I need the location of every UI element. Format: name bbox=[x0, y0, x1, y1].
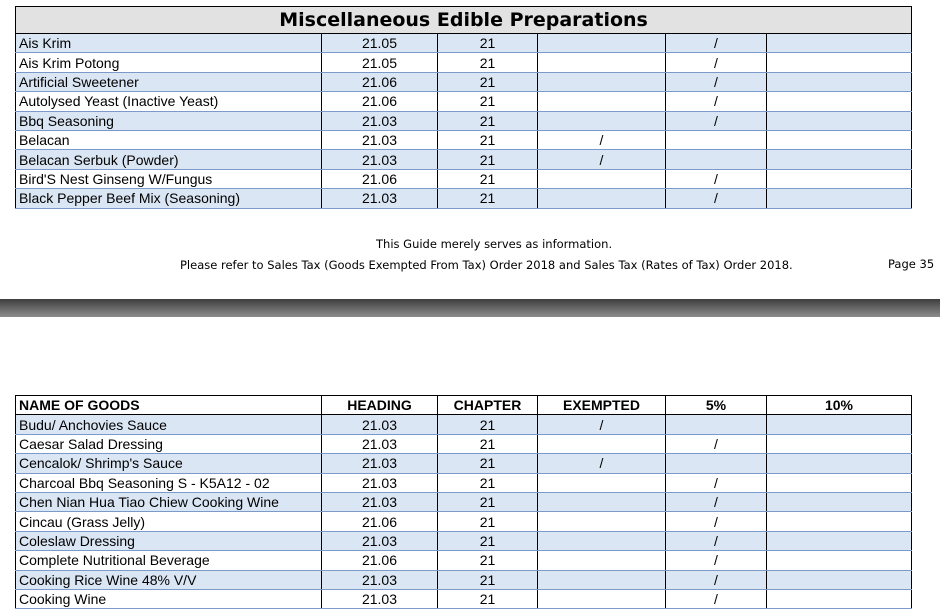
cell-chapter: 21 bbox=[438, 130, 538, 149]
table-row bbox=[16, 169, 912, 188]
cell-10-percent bbox=[767, 34, 912, 53]
cell-5-percent: / bbox=[666, 570, 767, 589]
goods-table-page-35 bbox=[15, 6, 912, 209]
cell-5-percent: / bbox=[666, 53, 767, 72]
table-row bbox=[16, 512, 912, 531]
cell-heading: 21.03 bbox=[322, 111, 438, 130]
cell-exempted: / bbox=[538, 415, 666, 434]
cell-5-percent: / bbox=[666, 169, 767, 188]
table-row bbox=[16, 570, 912, 589]
cell-heading: 21.03 bbox=[322, 434, 438, 453]
column-header-10-percent: 10% bbox=[767, 396, 912, 415]
cell-10-percent bbox=[767, 111, 912, 130]
column-header-chapter: CHAPTER bbox=[438, 396, 538, 415]
cell-name-of-goods: Belacan bbox=[16, 130, 322, 149]
cell-5-percent: / bbox=[666, 589, 767, 608]
cell-5-percent bbox=[666, 454, 767, 473]
cell-chapter: 21 bbox=[438, 512, 538, 531]
cell-exempted bbox=[538, 53, 666, 72]
footer-disclaimer: This Guide merely serves as information. bbox=[376, 237, 613, 251]
cell-name-of-goods: Black Pepper Beef Mix (Seasoning) bbox=[16, 189, 322, 208]
cell-chapter: 21 bbox=[438, 189, 538, 208]
cell-5-percent: / bbox=[666, 189, 767, 208]
cell-10-percent bbox=[767, 434, 912, 453]
cell-name-of-goods: Chen Nian Hua Tiao Chiew Cooking Wine bbox=[16, 492, 322, 511]
cell-name-of-goods: Coleslaw Dressing bbox=[16, 531, 322, 550]
cell-exempted bbox=[538, 473, 666, 492]
cell-heading: 21.06 bbox=[322, 72, 438, 91]
cell-chapter: 21 bbox=[438, 492, 538, 511]
cell-chapter: 21 bbox=[438, 34, 538, 53]
cell-name-of-goods: Cooking Rice Wine 48% V/V bbox=[16, 570, 322, 589]
cell-heading: 21.03 bbox=[322, 589, 438, 608]
cell-5-percent bbox=[666, 130, 767, 149]
section-title-row bbox=[16, 7, 912, 34]
cell-chapter: 21 bbox=[438, 473, 538, 492]
cell-exempted bbox=[538, 531, 666, 550]
cell-name-of-goods: Cincau (Grass Jelly) bbox=[16, 512, 322, 531]
cell-name-of-goods: Cooking Wine bbox=[16, 589, 322, 608]
cell-exempted: / bbox=[538, 130, 666, 149]
cell-10-percent bbox=[767, 189, 912, 208]
cell-heading: 21.05 bbox=[322, 34, 438, 53]
page-number: Page 35 bbox=[888, 257, 935, 271]
cell-heading: 21.06 bbox=[322, 169, 438, 188]
cell-name-of-goods: Ais Krim bbox=[16, 34, 322, 53]
cell-heading: 21.03 bbox=[322, 454, 438, 473]
cell-5-percent bbox=[666, 415, 767, 434]
cell-heading: 21.03 bbox=[322, 150, 438, 169]
cell-heading: 21.03 bbox=[322, 189, 438, 208]
cell-heading: 21.03 bbox=[322, 492, 438, 511]
cell-heading: 21.03 bbox=[322, 570, 438, 589]
cell-chapter: 21 bbox=[438, 53, 538, 72]
cell-exempted bbox=[538, 189, 666, 208]
cell-chapter: 21 bbox=[438, 150, 538, 169]
cell-5-percent: / bbox=[666, 531, 767, 550]
table-row bbox=[16, 454, 912, 473]
cell-name-of-goods: Ais Krim Potong bbox=[16, 53, 322, 72]
cell-5-percent: / bbox=[666, 551, 767, 570]
table-row bbox=[16, 434, 912, 453]
cell-exempted: / bbox=[538, 150, 666, 169]
cell-name-of-goods: Bird'S Nest Ginseng W/Fungus bbox=[16, 169, 322, 188]
cell-heading: 21.05 bbox=[322, 53, 438, 72]
table-row bbox=[16, 531, 912, 550]
cell-name-of-goods: Belacan Serbuk (Powder) bbox=[16, 150, 322, 169]
cell-name-of-goods: Autolysed Yeast (Inactive Yeast) bbox=[16, 92, 322, 111]
column-header-exempted: EXEMPTED bbox=[538, 396, 666, 415]
cell-name-of-goods: Complete Nutritional Beverage bbox=[16, 551, 322, 570]
cell-10-percent bbox=[767, 531, 912, 550]
cell-chapter: 21 bbox=[438, 454, 538, 473]
cell-5-percent: / bbox=[666, 512, 767, 531]
cell-heading: 21.06 bbox=[322, 92, 438, 111]
footer-reference: Please refer to Sales Tax (Goods Exempted From Tax) Order 2018 and Sales Tax (Rates of Tax) Order 2018. bbox=[180, 258, 793, 272]
cell-10-percent bbox=[767, 570, 912, 589]
cell-10-percent bbox=[767, 72, 912, 91]
cell-name-of-goods: Cencalok/ Shrimp's Sauce bbox=[16, 454, 322, 473]
table-row bbox=[16, 551, 912, 570]
column-header-name: NAME OF GOODS bbox=[16, 396, 322, 415]
cell-10-percent bbox=[767, 415, 912, 434]
cell-chapter: 21 bbox=[438, 551, 538, 570]
cell-chapter: 21 bbox=[438, 589, 538, 608]
cell-10-percent bbox=[767, 492, 912, 511]
table-row bbox=[16, 189, 912, 208]
cell-chapter: 21 bbox=[438, 570, 538, 589]
section-title: Miscellaneous Edible Preparations bbox=[16, 7, 912, 34]
cell-10-percent bbox=[767, 473, 912, 492]
table-row bbox=[16, 415, 912, 434]
cell-5-percent: / bbox=[666, 34, 767, 53]
cell-exempted bbox=[538, 111, 666, 130]
column-header-heading: HEADING bbox=[322, 396, 438, 415]
table-row bbox=[16, 473, 912, 492]
column-header-5-percent: 5% bbox=[666, 396, 767, 415]
cell-10-percent bbox=[767, 130, 912, 149]
cell-exempted bbox=[538, 492, 666, 511]
goods-table-page-36 bbox=[15, 395, 912, 609]
cell-chapter: 21 bbox=[438, 111, 538, 130]
table-row bbox=[16, 150, 912, 169]
table-row bbox=[16, 72, 912, 91]
table-row bbox=[16, 53, 912, 72]
cell-heading: 21.06 bbox=[322, 551, 438, 570]
cell-10-percent bbox=[767, 150, 912, 169]
cell-exempted: / bbox=[538, 454, 666, 473]
cell-heading: 21.03 bbox=[322, 130, 438, 149]
cell-name-of-goods: Caesar Salad Dressing bbox=[16, 434, 322, 453]
cell-exempted bbox=[538, 92, 666, 111]
cell-exempted bbox=[538, 434, 666, 453]
cell-exempted bbox=[538, 72, 666, 91]
cell-chapter: 21 bbox=[438, 434, 538, 453]
cell-name-of-goods: Artificial Sweetener bbox=[16, 72, 322, 91]
cell-chapter: 21 bbox=[438, 531, 538, 550]
cell-exempted bbox=[538, 169, 666, 188]
cell-heading: 21.03 bbox=[322, 473, 438, 492]
cell-5-percent: / bbox=[666, 492, 767, 511]
cell-5-percent bbox=[666, 150, 767, 169]
cell-exempted bbox=[538, 512, 666, 531]
cell-5-percent: / bbox=[666, 473, 767, 492]
table-row bbox=[16, 92, 912, 111]
table-row bbox=[16, 34, 912, 53]
cell-heading: 21.03 bbox=[322, 415, 438, 434]
cell-10-percent bbox=[767, 169, 912, 188]
cell-10-percent bbox=[767, 92, 912, 111]
cell-10-percent bbox=[767, 53, 912, 72]
cell-5-percent: / bbox=[666, 92, 767, 111]
cell-chapter: 21 bbox=[438, 72, 538, 91]
table-row bbox=[16, 492, 912, 511]
cell-heading: 21.03 bbox=[322, 531, 438, 550]
cell-exempted bbox=[538, 570, 666, 589]
cell-name-of-goods: Bbq Seasoning bbox=[16, 111, 322, 130]
table-row bbox=[16, 111, 912, 130]
cell-5-percent: / bbox=[666, 72, 767, 91]
cell-10-percent bbox=[767, 454, 912, 473]
cell-chapter: 21 bbox=[438, 92, 538, 111]
cell-heading: 21.06 bbox=[322, 512, 438, 531]
cell-5-percent: / bbox=[666, 434, 767, 453]
cell-5-percent: / bbox=[666, 111, 767, 130]
page-divider bbox=[0, 299, 940, 317]
cell-name-of-goods: Budu/ Anchovies Sauce bbox=[16, 415, 322, 434]
column-header-row bbox=[16, 396, 912, 415]
cell-exempted bbox=[538, 551, 666, 570]
cell-name-of-goods: Charcoal Bbq Seasoning S - K5A12 - 02 bbox=[16, 473, 322, 492]
table-row bbox=[16, 130, 912, 149]
cell-10-percent bbox=[767, 512, 912, 531]
cell-10-percent bbox=[767, 551, 912, 570]
cell-chapter: 21 bbox=[438, 169, 538, 188]
cell-exempted bbox=[538, 34, 666, 53]
cell-chapter: 21 bbox=[438, 415, 538, 434]
